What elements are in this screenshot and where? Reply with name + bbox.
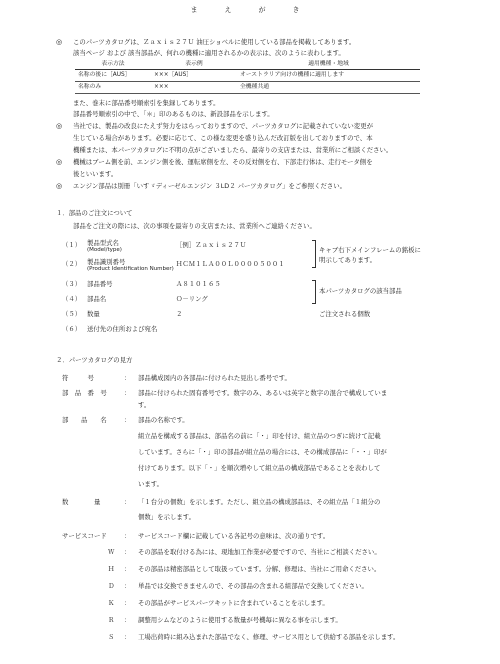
note-line: 機械はブーム側を前、エンジン側を後、運転席側を左、その反対側を右、下部走行体は、走行モータ側を: [73, 158, 373, 166]
entry-colon: ：: [124, 374, 131, 382]
item-number: （６）: [62, 325, 82, 333]
table-cell: 全機種共通: [237, 82, 420, 94]
table-header: 適用機種・地域: [237, 60, 420, 70]
section-heading-1: １．部品のご注文について: [56, 209, 133, 217]
item-sublabel: (Product Identification Number): [87, 266, 174, 272]
brace-mark: [312, 240, 316, 268]
entry-colon: ：: [124, 532, 131, 540]
item-number: （２）: [62, 260, 82, 268]
entry-label: サービスコード: [62, 532, 107, 540]
note-line: 後といいます。: [73, 170, 118, 178]
item-value: ２: [176, 310, 183, 318]
service-code-text: 単品では交換できませんので、その部品の含まれる組部品で交換してください。: [138, 582, 368, 590]
item-value: ［例］Ｚａｘｉｓ２７Ｕ: [176, 241, 247, 249]
item-label: 製品識別番号: [87, 258, 126, 266]
service-code: Ｄ: [108, 582, 115, 590]
entry-colon: ：: [124, 599, 131, 607]
service-code: Ｒ: [108, 616, 115, 624]
part-note: 本パーツカタログの該当部品: [319, 287, 402, 295]
item-value: Ｏ－リング: [176, 295, 208, 303]
table-cell: オーストラリア向けの機種に適用します: [237, 70, 420, 82]
service-code-text: 調整用シムなどのように使用する数量が号機毎に異なる事を示します。: [138, 616, 342, 624]
item-number: （５）: [62, 310, 82, 318]
table-cell: 名称の後に［AUS］: [75, 70, 151, 82]
entry-label: 部 品 名: [62, 416, 107, 424]
index-note: また、巻末に部品番号順索引を集録してあります。: [73, 99, 220, 107]
item-number: （４）: [62, 295, 82, 303]
bullet-mark: ◎: [56, 122, 63, 130]
service-code: Ｈ: [108, 565, 115, 573]
table-row: [75, 70, 420, 82]
item-label: 送付先の住所および宛名: [87, 325, 158, 333]
table-header: 表示例: [151, 60, 237, 70]
item-value: ＨＣＭ１ＬＡ００Ｌ００００５００１: [176, 260, 285, 268]
quantity-note: ご注文される個数: [319, 310, 371, 318]
display-method-table: [75, 60, 420, 94]
note-line: エンジン部品は別冊「いすゞディーゼルエンジン ３LD２ パーツカタログ」をご参照ください。: [73, 182, 347, 190]
entry-colon: ：: [124, 633, 131, 641]
note-line: 機種または、本パーツカタログに不明の点がございましたら、最寄りの支店または、営業所にご相談ください。: [73, 146, 393, 154]
bullet-mark: ◎: [56, 158, 63, 166]
item-value: Ａ８１０１６５: [176, 280, 221, 288]
item-sublabel: (Model/type): [87, 247, 122, 253]
service-code-text: 工場出荷時に組み込まれた部品でなく、修理、サービス用として供給する部品を示します。: [138, 633, 400, 641]
entry-text: 部品に付けられた固有番号です。数字のみ、あるいは英字と数字の混合で構成していま: [138, 389, 388, 397]
item-label: 部品番号: [87, 280, 113, 288]
entry-text: 「１台分の個数」を示します。ただし、組立品の構成部品は、その組立品「１組分の: [138, 498, 381, 506]
entry-text: サービスコード欄に記載している各記号の意味は、次の通りです。: [138, 532, 330, 540]
entry-text: しています。さらに「・」印の部品が組立品の場合には、その構成部品に「・・」印が: [138, 448, 387, 456]
entry-label: 部 品 番 号: [62, 389, 107, 397]
section-heading-2: ２．パーツカタログの見方: [56, 356, 133, 364]
item-number: （３）: [62, 280, 82, 288]
entry-text: 個数」を示します。: [138, 513, 196, 521]
table-row: [75, 82, 420, 94]
entry-text: 部品の名称です。: [138, 416, 189, 424]
bullet-mark: ◎: [56, 182, 63, 190]
service-code: Ｋ: [108, 599, 115, 607]
nameplate-note: キャブ右下メインフレームの銘板に: [319, 246, 421, 254]
entry-colon: ：: [124, 498, 131, 506]
item-label: 製品型式名: [87, 239, 119, 247]
entry-colon: ：: [124, 548, 131, 556]
entry-label: 符 号: [62, 374, 94, 382]
service-code-text: その部品がサービスパーツキットに含まれていることを示します。: [138, 599, 329, 607]
nameplate-note: 明示してあります。: [319, 256, 377, 264]
entry-text: 部品構成図内の各部品に付けられた見出し番号です。: [138, 374, 291, 382]
entry-text: 組立品を構成する部品は、部品名の前に「・」印を付け、組立品のつぎに続けて記載: [138, 432, 381, 440]
service-code-text: その部品を取付ける為には、現地加工作業が必要ですので、当社にご相談ください。: [138, 548, 381, 556]
note-line: 当社では、製品の改良にたえず努力をはらっておりますので、パーツカタログに記載されていない変更が: [73, 122, 373, 130]
item-label: 数量: [87, 310, 100, 318]
brace-mark: [312, 280, 316, 304]
entry-label: 数 量: [62, 498, 101, 506]
intro-line-1: このパーツカタログは、Ｚａｘｉｓ２７Ｕ 油圧ショベルに使用している部品を掲載してあります。: [73, 38, 356, 46]
service-code: Ｓ: [108, 633, 115, 641]
bullet-mark: ◎: [56, 38, 63, 46]
entry-colon: ：: [124, 389, 131, 397]
service-code-text: その部品は精密部品として取扱っています。分解、修理は、当社にご用命ください。: [138, 565, 381, 573]
table-header: 表示方法: [75, 60, 151, 70]
intro-line-2: 該当ページ および 該当部品が、何れの機種に適用されるかの表示は、次のように表わします。: [73, 49, 345, 57]
entry-text: 付けてあります。以下「・」を順次増やして組立品の構成部品であることを表わして: [138, 464, 381, 472]
table-cell: ×××［AUS］: [151, 70, 237, 82]
entry-colon: ：: [124, 565, 131, 573]
entry-text: います。: [138, 480, 164, 488]
entry-colon: ：: [124, 416, 131, 424]
service-code: Ｗ: [108, 548, 115, 556]
section-intro: 部品をご注文の際には、次の事項を最寄りの支店または、営業所へご連絡ください。: [73, 222, 316, 230]
entry-colon: ：: [124, 616, 131, 624]
item-number: （１）: [62, 241, 82, 249]
entry-text: す。: [138, 401, 151, 409]
new-part-note: 部品番号順索引の中で、「＊」印のあるものは、新設部品を示します。: [73, 110, 274, 118]
table-cell: ×××: [151, 82, 237, 94]
entry-colon: ：: [124, 582, 131, 590]
page-title: ま え が き: [190, 6, 310, 14]
note-line: 生じている場合があります。必要に応じて、この様な変更を盛り込んだ改訂版を出しておりますので、本: [73, 134, 373, 142]
item-label: 部品名: [87, 295, 107, 303]
table-cell: 名称のみ: [75, 82, 151, 94]
